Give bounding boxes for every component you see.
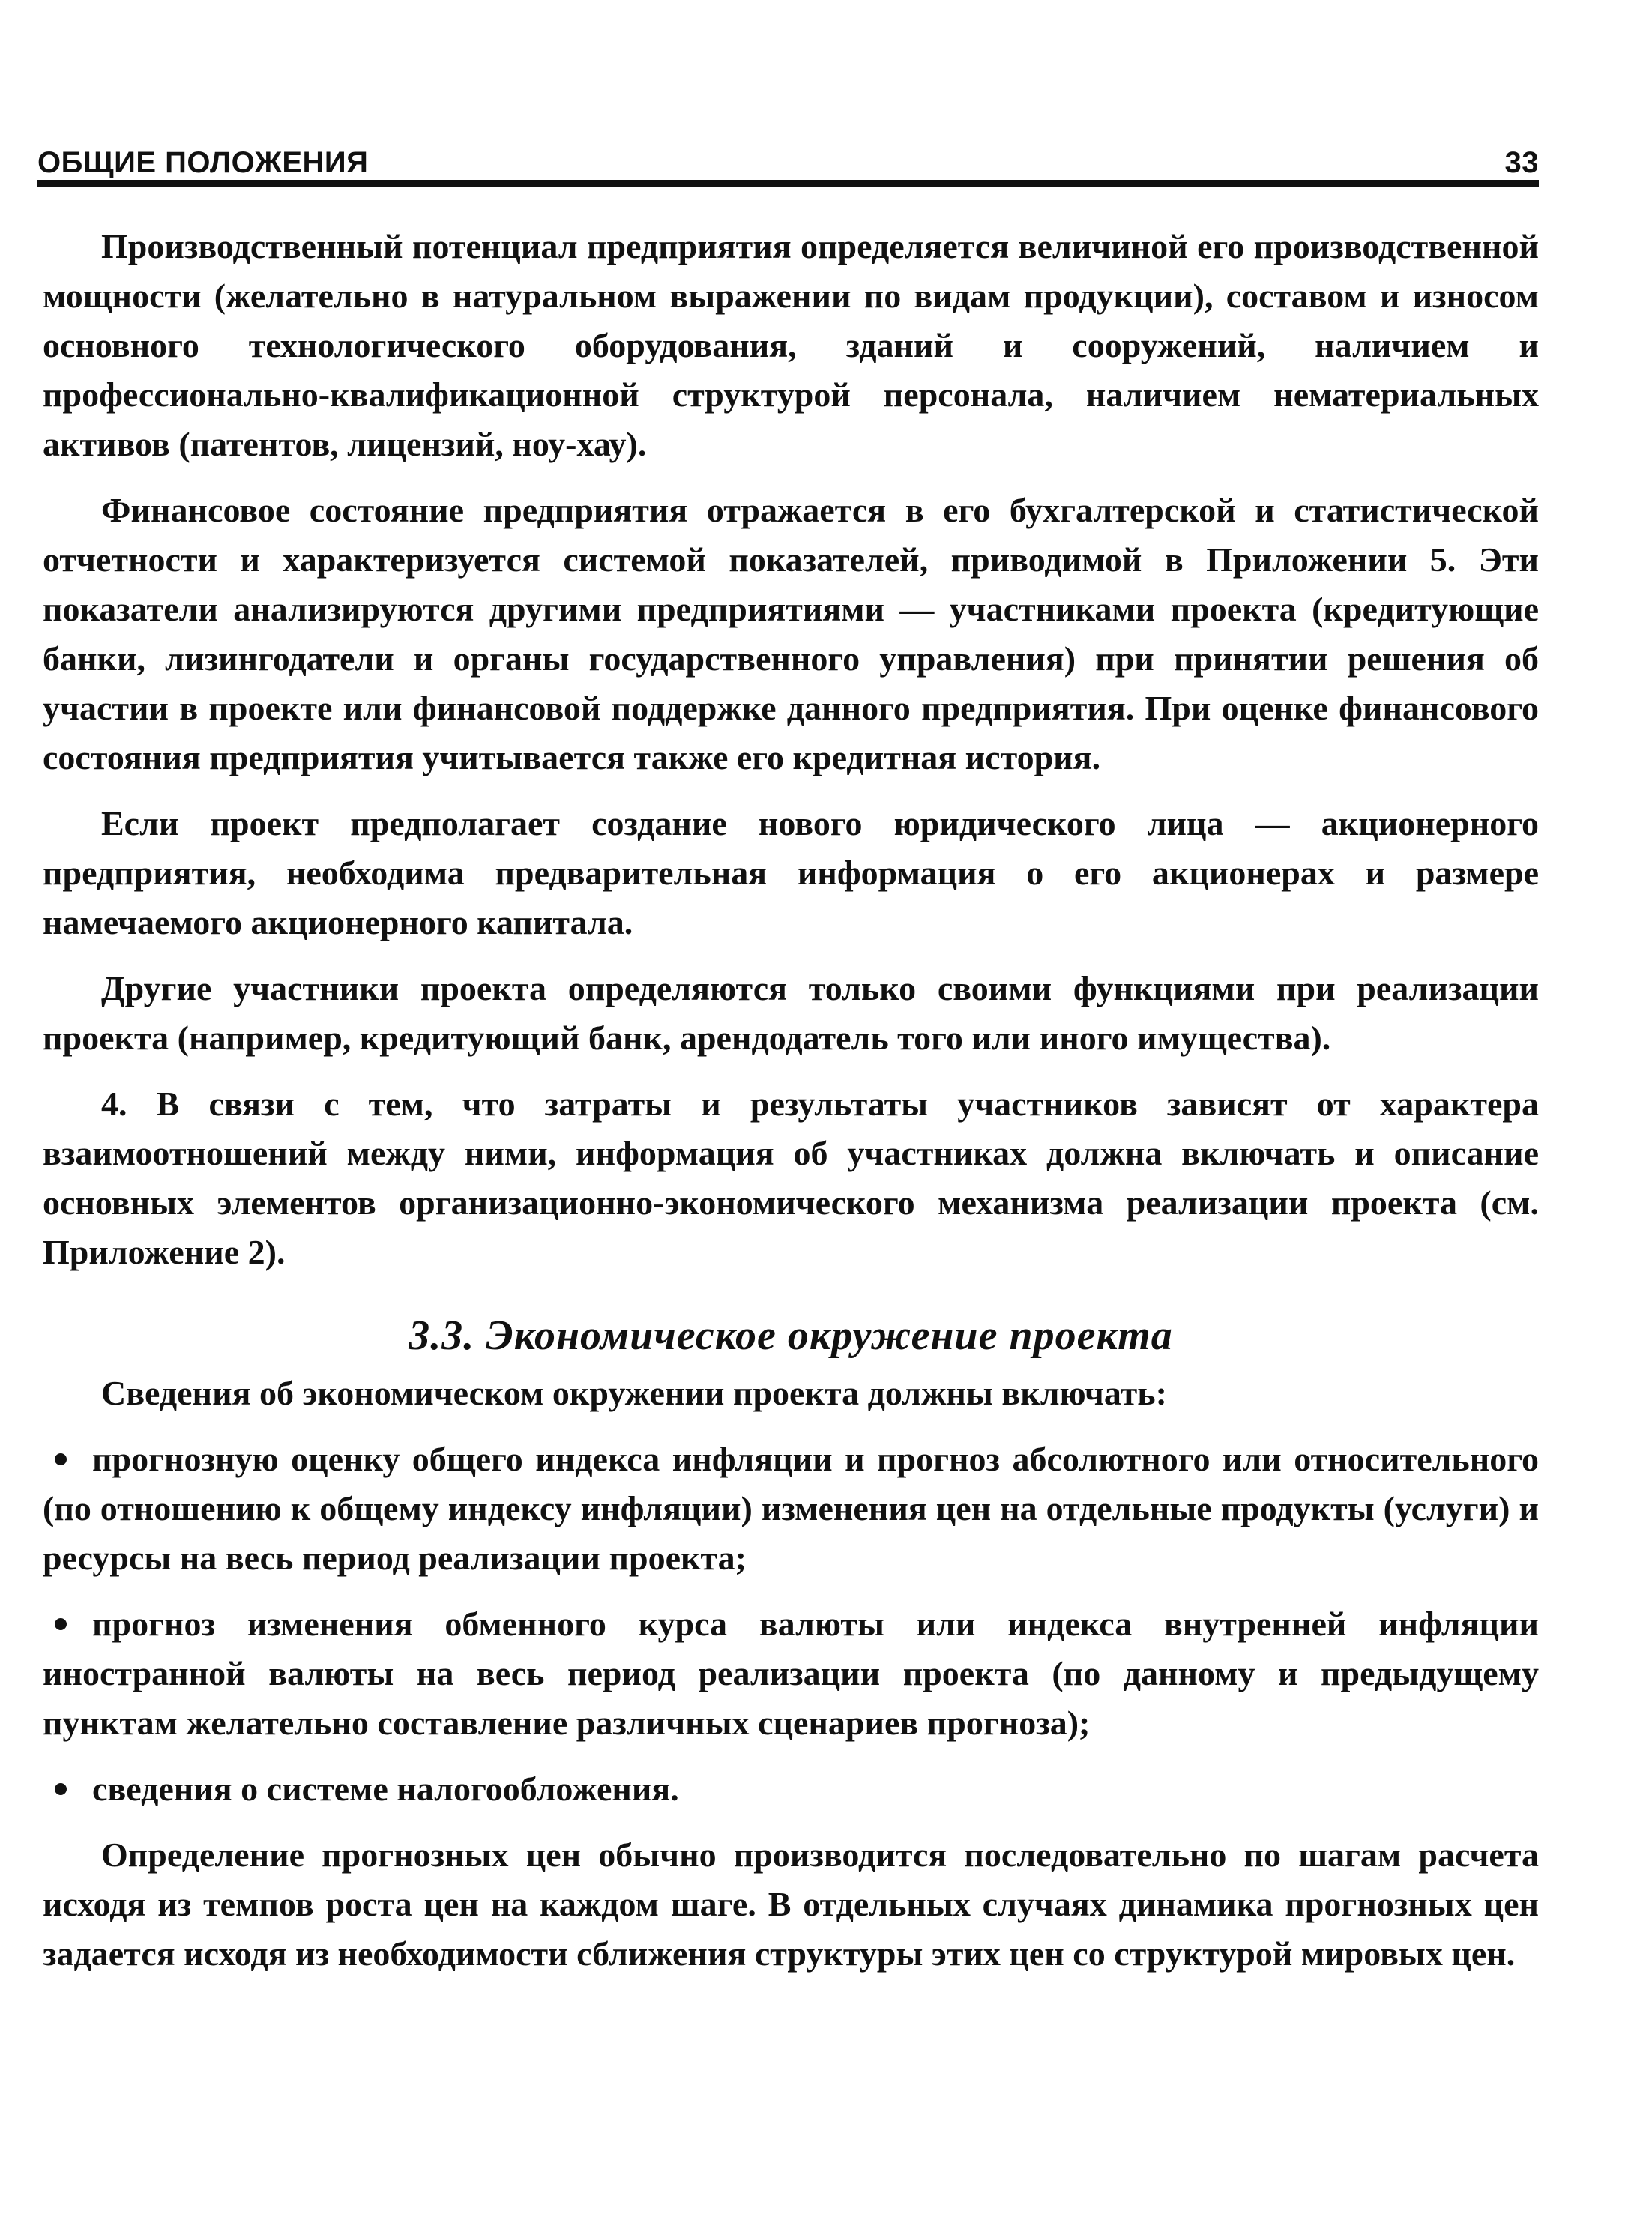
page-body	[43, 222, 1539, 1995]
paragraph-forecast-prices: Определение прогнозных цен обычно производится последовательно по шагам расчета исходя из темпов роста цен на каждом шаге. В отдельных случаях динамика прогнозных цен задается исходя из необходимости сближения структуры этих цен со структурой мировых цен.	[43, 1836, 1539, 1973]
header-rule	[37, 180, 1539, 187]
list-item	[43, 1435, 1539, 1583]
paragraph-production-potential: Производственный потенциал предприятия определяется величиной его производственной мощности (желательно в натуральном выражении по видам продукции), составом и износом основного технологического оборудования, зданий и сооружений, наличием и профессионально-квалификационной структурой персонала, наличием нематериальных активов (патентов, лицензий, ноу-хау).	[43, 227, 1539, 463]
paragraph-item-4: 4. В связи с тем, что затраты и результаты участников зависят от характера взаимоотношений между ними, информация об участниках должна включать и описание основных элементов организационно-экономического механизма реализации проекта (см. Приложение 2).	[43, 1085, 1539, 1271]
section-lead-paragraph: Сведения об экономическом окружении проекта должны включать:	[101, 1374, 1167, 1412]
bullet-icon	[55, 1783, 67, 1795]
list-item-text: прогноз изменения обменного курса валюты или индекса внутренней инфляции иностранной валюты на весь период реализации проекта (по данному и предыдущему пунктам желательно составление различных сценариев прогноза);	[43, 1605, 1539, 1742]
list-item	[43, 1599, 1539, 1748]
page-number: 33	[1504, 146, 1539, 179]
running-header-title: ОБЩИЕ ПОЛОЖЕНИЯ	[37, 146, 369, 179]
bullet-list	[43, 1435, 1539, 1814]
bullet-icon	[55, 1453, 67, 1465]
list-item	[43, 1764, 1539, 1814]
paragraph-financial-state: Финансовое состояние предприятия отражается в его бухгалтерской и статистической отчетности и характеризуется системой показателей, приводимой в Приложении 5. Эти показатели анализируются другими предприятиями — участниками проекта (кредитующие банки, лизингодатели и органы государственного управления) при принятии решения об участии в проекте или финансовой поддержке данного предприятия. При оценке финансового состояния предприятия учитывается также его кредитная история.	[43, 491, 1539, 776]
list-item-text: прогнозную оценку общего индекса инфляции и прогноз абсолютного или относительного (по отношению к общему индексу инфляции) изменения цен на отдельные продукты (услуги) и ресурсы на весь период реализации проекта;	[43, 1440, 1539, 1577]
paragraph-other-participants: Другие участники проекта определяются только своими функциями при реализации проекта (например, кредитующий банк, арендодатель того или иного имущества).	[43, 969, 1539, 1057]
paragraph-new-legal-entity: Если проект предполагает создание нового юридического лица — акционерного предприятия, необходима предварительная информация о его акционерах и размере намечаемого акционерного капитала.	[43, 804, 1539, 941]
section-heading: 3.3. Экономическое окружение проекта	[409, 1312, 1173, 1359]
list-item-text: сведения о системе налогообложения.	[92, 1770, 679, 1808]
running-header	[37, 130, 1539, 180]
bullet-icon	[55, 1618, 67, 1630]
